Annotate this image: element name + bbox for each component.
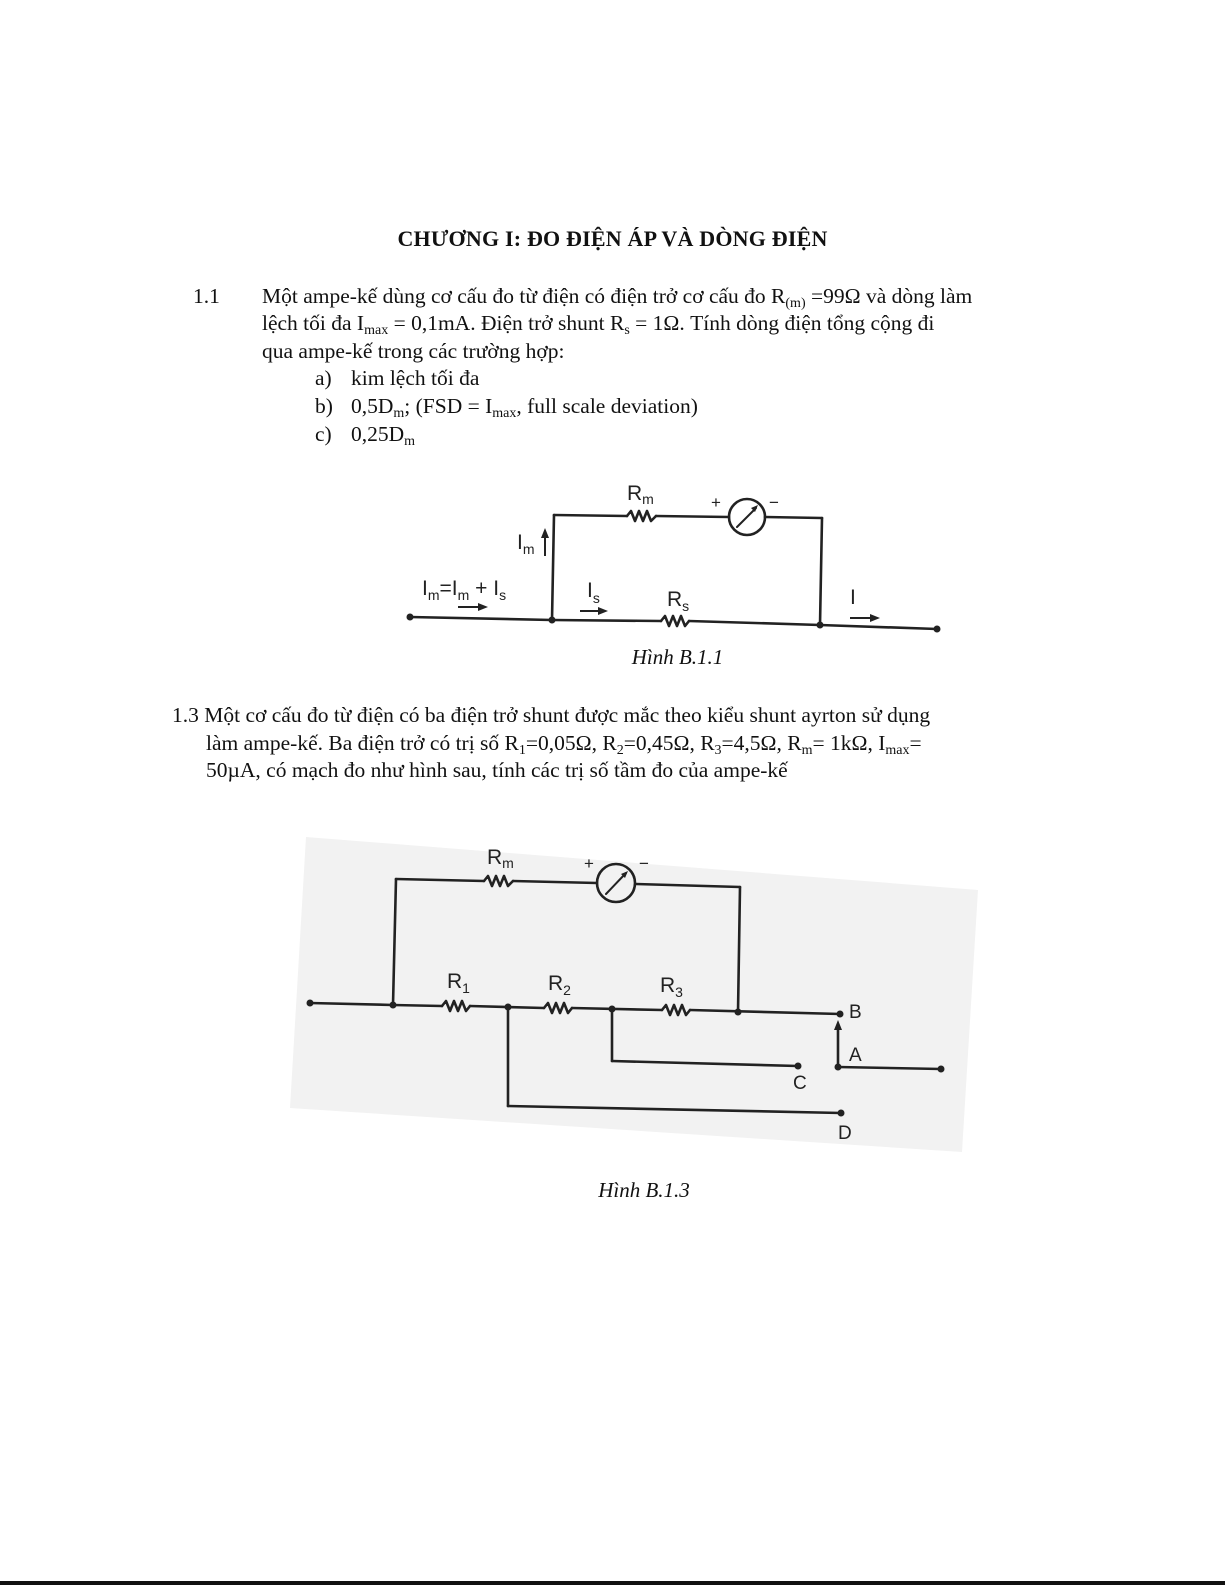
fig1-label-rs: $R_s$ xyxy=(667,588,690,614)
fig3-label-r3: $R_3$ xyxy=(660,974,683,1000)
list-item-c-marker: c) xyxy=(315,422,332,446)
figure-caption-b-1-1: Hình B.1.1 xyxy=(631,645,724,669)
fig3-node-r1-r2 xyxy=(505,1004,512,1011)
list-item-b: $0,5D_m$; ($FSD = I_{max}$, full scale deviation) xyxy=(351,394,698,421)
fig3-label-r1: $R_1$ xyxy=(447,970,470,996)
fig1-label-rm: Rm xyxy=(627,482,654,507)
fig3-node-r2-r3 xyxy=(609,1006,616,1013)
fig3-label-b: B xyxy=(849,1002,862,1023)
fig3-label-rm: Rm xyxy=(487,846,514,871)
fig3-node-d xyxy=(838,1110,845,1117)
problem-1-3-line-1: 1.3 Một cơ cấu đo từ điện có ba điện trở shunt được mắc theo kiểu shunt ayrton sử dụng xyxy=(172,703,931,727)
fig1-label-total-current: $I_m=I_m + I_s$ xyxy=(422,577,507,603)
fig3-label-plus: + xyxy=(584,854,594,873)
fig3-node-input xyxy=(307,1000,314,1007)
fig1-label-is: $I_s$ xyxy=(587,579,600,606)
problem-1-3-line-3: 50µA, có mạch đo như hình sau, tính các trị số tầm đo của ampe-kế xyxy=(206,758,788,782)
problem-1-3-line-2: làm ampe-kế. Ba điện trở có trị số $R_1=0,05\Omega$, $R_2=0,45\Omega$, $R_3=4,5\Omega$, $R_m= 1k\Omega$, $I_{max}=$ xyxy=(206,731,922,758)
fig3-label-minus: − xyxy=(639,854,649,873)
list-item-a-marker: a) xyxy=(315,366,332,390)
page-bottom-border xyxy=(0,1581,1225,1585)
fig3-label-c: C xyxy=(793,1073,807,1094)
figure-caption-b-1-3: Hình B.1.3 xyxy=(598,1178,690,1202)
fig1-label-minus: − xyxy=(769,493,779,512)
fig1-label-i: I xyxy=(850,586,856,609)
fig3-label-r2: $R_2$ xyxy=(548,972,571,998)
problem-1-1-number: 1.1 xyxy=(193,284,220,308)
fig3-wire-r1-left xyxy=(393,1005,442,1006)
list-item-c: $0,25D_m$ xyxy=(351,422,416,449)
fig3-node-c xyxy=(795,1063,802,1070)
fig3-node-b xyxy=(837,1011,844,1018)
fig3-label-a: A xyxy=(849,1045,862,1066)
chapter-title: CHƯƠNG I: ĐO ĐIỆN ÁP VÀ DÒNG ĐIỆN xyxy=(397,226,828,251)
fig3-node-a xyxy=(835,1064,842,1071)
list-item-b-marker: b) xyxy=(315,394,333,418)
list-item-a: kim lệch tối đa xyxy=(351,366,480,390)
problem-1-1-line-2: lệch tối đa $I_{max} = 0,1mA$. Điện trở shunt $R_s = 1\Omega$. Tính dòng điện tổng cộng đi xyxy=(262,311,935,338)
problem-1-1-line-1: Một ampe-kế dùng cơ cấu đo từ điện có điện trở cơ cấu đo $R_{(m)} =99\Omega$ và dòng làm xyxy=(262,284,973,311)
fig3-node-right-junction xyxy=(735,1009,742,1016)
fig3-node-left-junction xyxy=(390,1002,397,1009)
problem-1-1-line-3: qua ampe-kế trong các trường hợp: xyxy=(262,339,565,363)
fig3-node-output xyxy=(938,1066,945,1073)
fig3-label-d: D xyxy=(838,1123,852,1144)
fig1-label-plus: + xyxy=(711,493,721,512)
fig1-label-im: $I_m$ xyxy=(517,531,535,557)
